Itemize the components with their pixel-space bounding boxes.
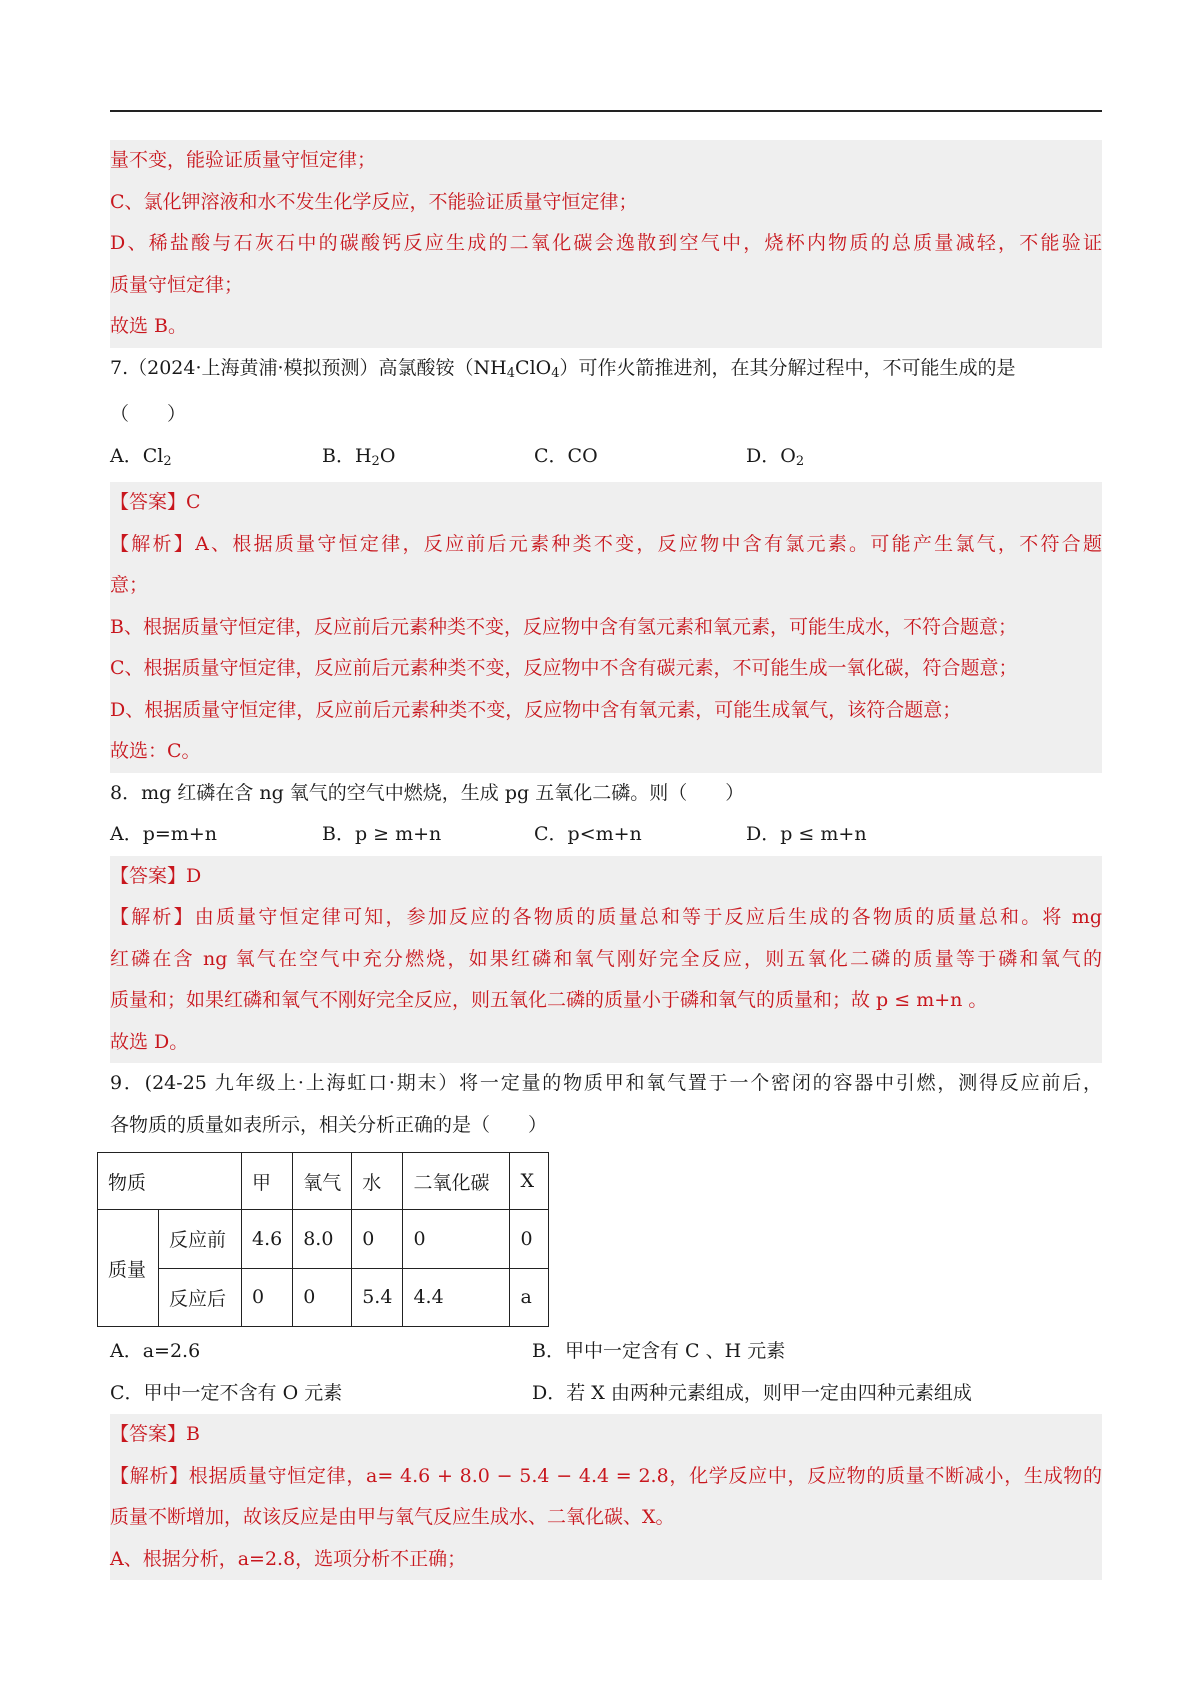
table-header-cell: X bbox=[510, 1153, 549, 1210]
option-c: C．p<m+n bbox=[534, 823, 642, 845]
option-a: A．p=m+n bbox=[110, 823, 217, 845]
table-row-label: 反应前 bbox=[159, 1210, 242, 1269]
answer-label: 【答案】C bbox=[110, 491, 201, 513]
stem-text: 7.（2024·上海黄浦·模拟预测）高氯酸铵（NH bbox=[110, 356, 507, 379]
option-text: B．H bbox=[322, 444, 372, 467]
table-cell: 0 bbox=[293, 1268, 352, 1327]
subscript: 2 bbox=[371, 453, 380, 469]
option-text: A．Cl bbox=[110, 444, 164, 467]
option-d: D．p ≤ m+n bbox=[746, 823, 867, 845]
explanation-line: D、根据质量守恒定律，反应前后元素种类不变，反应物中含有氧元素，可能生成氧气，该符合题意； bbox=[110, 698, 962, 721]
stem-text: ClO bbox=[515, 356, 552, 379]
table-header-cell: 物质 bbox=[98, 1153, 242, 1210]
q6-explanation-continued bbox=[110, 140, 1102, 348]
table-header-cell: 甲 bbox=[242, 1153, 293, 1210]
subscript: 4 bbox=[551, 365, 560, 381]
explanation-line: 故选：C。 bbox=[110, 740, 201, 762]
text-line: 故选 B。 bbox=[110, 315, 188, 337]
option-c: C．CO bbox=[534, 444, 598, 467]
question-8 bbox=[110, 773, 1102, 1064]
table-cell: 0 bbox=[403, 1210, 510, 1269]
text-line: 质量守恒定律； bbox=[110, 273, 244, 296]
explanation-line: C、根据质量守恒定律，反应前后元素种类不变，反应物中不含有碳元素，不可能生成一氧化碳，符合题意； bbox=[110, 657, 1018, 679]
table-header-cell: 氧气 bbox=[293, 1153, 352, 1210]
table-header-cell: 水 bbox=[352, 1153, 403, 1210]
option-a: A．a=2.6 bbox=[110, 1340, 201, 1362]
explanation-line: 【解析】由质量守恒定律可知，参加反应的各物质的质量总和等于反应后生成的各物质的质量总和。将 mg bbox=[110, 906, 1102, 928]
question-8-stem: 8．mg 红磷在含 ng 氧气的空气中燃烧，生成 pg 五氧化二磷。则（ ） bbox=[110, 781, 745, 804]
option-b: B．甲中一定含有 C 、H 元素 bbox=[532, 1340, 786, 1362]
subscript: 2 bbox=[163, 453, 172, 469]
option-a bbox=[110, 436, 322, 483]
option-b bbox=[322, 436, 534, 483]
question-9-stem: 9．(24-25 九年级上·上海虹口·期末）将一定量的物质甲和氧气置于一个密闭的容器中引燃，测得反应前后， bbox=[110, 1072, 1102, 1094]
question-8-answer-block bbox=[110, 856, 1102, 1064]
answer-label: 【答案】B bbox=[110, 1423, 200, 1445]
subscript: 2 bbox=[795, 453, 805, 469]
header-rule bbox=[110, 110, 1102, 112]
question-7-answer-block bbox=[110, 482, 1102, 773]
table-cell: 0 bbox=[242, 1268, 293, 1327]
option-text: D．O bbox=[746, 444, 796, 467]
explanation-line: 故选 D。 bbox=[110, 1030, 189, 1053]
table-cell: 0 bbox=[352, 1210, 403, 1269]
text-line: C、氯化钾溶液和水不发生化学反应，不能验证质量守恒定律； bbox=[110, 190, 638, 213]
explanation-line: 红磷在含 ng 氧气在空气中充分燃烧，如果红磷和氧气刚好完全反应，则五氧化二磷的质量等于磷和氧气的 bbox=[110, 947, 1102, 970]
question-7-options bbox=[110, 436, 1102, 483]
table-cell: 8.0 bbox=[293, 1210, 352, 1269]
explanation-line: 【解析】A、根据质量守恒定律，反应前后元素种类不变，反应物中含有氯元素。可能产生氯气，不符合题 bbox=[110, 532, 1102, 555]
question-9-stem: 各物质的质量如表所示，相关分析正确的是（ ） bbox=[110, 1113, 548, 1136]
text-line: D、稀盐酸与石灰石中的碳酸钙反应生成的二氧化碳会逸散到空气中，烧杯内物质的总质量减轻，不能验证 bbox=[110, 232, 1102, 254]
question-9-options bbox=[110, 1373, 1102, 1415]
table-cell: a bbox=[510, 1268, 549, 1327]
option-d: D．若 X 由两种元素组成，则甲一定由四种元素组成 bbox=[532, 1381, 972, 1404]
text-line: 量不变，能验证质量守恒定律； bbox=[110, 149, 377, 171]
table-cell: 4.4 bbox=[403, 1268, 510, 1327]
question-7-blank: （ ） bbox=[110, 403, 187, 425]
explanation-line: 【解析】根据质量守恒定律，a= 4.6 + 8.0 − 5.4 − 4.4 = 2.8，化学反应中，反应物的质量不断减小，生成物的 bbox=[110, 1464, 1102, 1487]
question-8-options bbox=[110, 814, 1102, 856]
explanation-line: 意； bbox=[110, 574, 149, 596]
option-d bbox=[746, 436, 958, 483]
table-row bbox=[98, 1210, 549, 1269]
mass-table bbox=[97, 1152, 549, 1327]
question-9-options bbox=[110, 1331, 1102, 1373]
table-header-row bbox=[98, 1153, 549, 1210]
question-7-stem bbox=[110, 348, 1102, 395]
document-content bbox=[110, 140, 1102, 1580]
explanation-line: 质量不断增加，故该反应是由甲与氧气反应生成水、二氧化碳、X。 bbox=[110, 1506, 675, 1528]
option-text: O bbox=[379, 444, 396, 467]
explanation-line: B、根据质量守恒定律，反应前后元素种类不变，反应物中含有氢元素和氧元素，可能生成水，不符合题意； bbox=[110, 615, 1017, 638]
table-cell: 5.4 bbox=[352, 1268, 403, 1327]
subscript: 4 bbox=[506, 365, 516, 381]
answer-label: 【答案】D bbox=[110, 864, 202, 887]
table-group-cell: 质量 bbox=[98, 1210, 159, 1327]
question-9-answer-block bbox=[110, 1414, 1102, 1580]
table-header-cell: 二氧化碳 bbox=[403, 1153, 510, 1210]
table-cell: 4.6 bbox=[242, 1210, 293, 1269]
table-row-label: 反应后 bbox=[159, 1268, 242, 1327]
table-row bbox=[98, 1268, 549, 1327]
option-b: B．p ≥ m+n bbox=[322, 823, 442, 845]
explanation-line: A、根据分析，a=2.8，选项分析不正确； bbox=[110, 1547, 467, 1570]
option-c: C．甲中一定不含有 O 元素 bbox=[110, 1381, 343, 1404]
stem-text: ）可作火箭推进剂，在其分解过程中，不可能生成的是 bbox=[559, 356, 1016, 379]
explanation-line: 质量和；如果红磷和氧气不刚好完全反应，则五氧化二磷的质量小于磷和氧气的质量和；故 p ≤ m+n 。 bbox=[110, 989, 988, 1011]
question-7 bbox=[110, 348, 1102, 773]
question-9 bbox=[110, 1063, 1102, 1580]
table-cell: 0 bbox=[510, 1210, 549, 1269]
